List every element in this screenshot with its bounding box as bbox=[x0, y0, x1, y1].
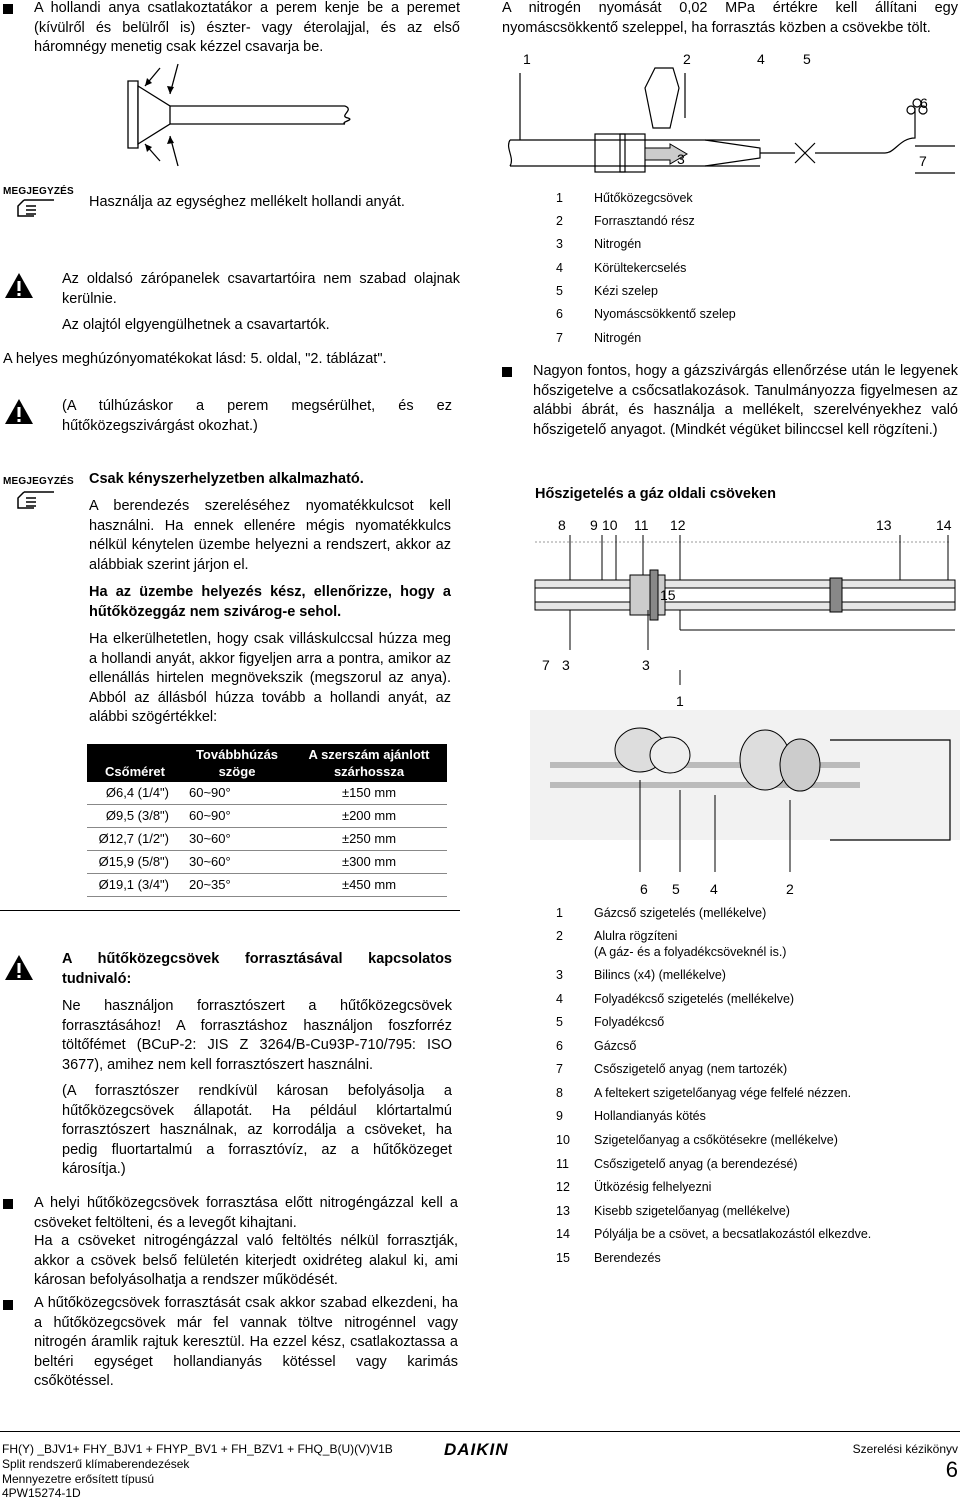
bullet2-paragraph: A hűtőközegcsövek forrasztását csak akkor szabad elkezdeni, ha a hűtőközegcsövek már fel vannak töltve nitrogénnel vagy nitrogén áramlik rajtuk keresztül. Ha ezzel kész, csatlakoztassa a beltéri egységet hollandianyás kötéssel vagy karimás csőkötéssel. bbox=[34, 1295, 458, 1389]
insulation-paragraph: Nagyon fontos, hogy a gázszivárgás ellenőrzése után le legyenek hőszigetelve a csőcsatlakozások. Tanulmányozza figyelmesen az alábbi ábrát, és használja a mellékelt, szerelvényekhez való hőszigetelő anyagot. (Mindkét végüket bilinccsel kell rögzíteni.) bbox=[533, 363, 958, 438]
table-cell: ±250 mm bbox=[291, 828, 447, 851]
table-cell: 20~35° bbox=[183, 874, 291, 897]
table-header: A szerszám ajánlott szárhossza bbox=[291, 744, 447, 782]
pointing-hand-icon bbox=[14, 488, 60, 512]
intro-paragraph: A hollandi anya csatlakoztatákor a perem kenje be a peremet (kívülről és belülről is) észter- vagy éterolajjal, és az első háromnégy menetig csak kézzel csavarja be. bbox=[34, 0, 460, 55]
diagram-label: 13 bbox=[876, 517, 892, 533]
nitrogen-diagram bbox=[505, 48, 955, 180]
brand-logo: DAIKIN bbox=[444, 1440, 509, 1459]
table-header: Továbbhúzás szöge bbox=[183, 744, 291, 782]
diagram-label: 7 bbox=[919, 153, 927, 169]
table-cell: ±150 mm bbox=[291, 782, 447, 805]
table-cell: ±450 mm bbox=[291, 874, 447, 897]
torque-reference: A helyes meghúzónyomatékokat lásd: 5. oldal, "2. táblázat". bbox=[3, 351, 387, 367]
table-header: Csőméret bbox=[87, 744, 183, 782]
bullet1-paragraph-b: Ha a csöveket nitrogéngázzal való feltöltés nélkül forrasztják, akkor a csövek belső felületén kiterjedt oxidréteg alakul ki, ami károsan befolyásolhatja a rendszer működését. bbox=[34, 1233, 458, 1288]
footer-system: Split rendszerű klímaberendezések bbox=[2, 1457, 190, 1471]
diagram-label: 12 bbox=[670, 517, 686, 533]
diagram-label: 4 bbox=[757, 51, 765, 67]
bullet-marker bbox=[3, 1300, 13, 1310]
diagram-label: 1 bbox=[523, 51, 531, 67]
diagram-label: 6 bbox=[920, 95, 928, 111]
diagram-label: 3 bbox=[562, 657, 570, 673]
brazing-paragraph-2: (A forrasztószer rendkívül károsan befolyásolja a hűtőközegcsövek állapotát. Ha például klórtartalmú forrasztószert használnak, az korrodálja a csöveket, ha pedig fluortartalmú a forrasztóvíz, az a hűtőközeget károsítja.) bbox=[62, 1083, 452, 1177]
warning-icon bbox=[4, 954, 34, 981]
bullet1-paragraph-a: A helyi hűtőközegcsövek forrasztása előtt nitrogéngázzal kell a csöveket feltölteni, és a levegőt kihajtani. bbox=[34, 1195, 458, 1231]
table-cell: 60~90° bbox=[183, 782, 291, 805]
footer-divider bbox=[0, 1431, 960, 1432]
flare-oil-diagram bbox=[100, 56, 370, 176]
bullet-marker bbox=[3, 4, 13, 14]
note2-heading: Csak kényszerhelyzetben alkalmazható. bbox=[89, 471, 364, 487]
table-cell: Ø19,1 (3/4") bbox=[87, 874, 183, 897]
diagram-label: 10 bbox=[602, 517, 618, 533]
diagram-label: 7 bbox=[542, 657, 550, 673]
table-cell: Ø12,7 (1/2") bbox=[87, 828, 183, 851]
note-label: MEGJEGYZÉS bbox=[3, 476, 74, 487]
note1-text: Használja az egységhez mellékelt hollandi anyát. bbox=[89, 194, 405, 210]
brazing-paragraph-1: Ne használjon forrasztószert a hűtőközegcsövek forrasztásához! A forrasztáshoz használjon foszforréz töltőfémet (BCuP-2: JIS Z 3264/B-Cu93P-710/795: ISO 3677), amihez nem kell forrasztószert használni. bbox=[62, 998, 452, 1073]
table-cell: 30~60° bbox=[183, 828, 291, 851]
brazing-heading: A hűtőközegcsövek forrasztásával kapcsolatos tudnivaló: bbox=[62, 951, 452, 987]
table-cell: Ø9,5 (3/8") bbox=[87, 805, 183, 828]
note-label: MEGJEGYZÉS bbox=[3, 186, 74, 197]
warning-icon bbox=[4, 272, 34, 299]
section-divider bbox=[0, 910, 460, 911]
table-cell: 60~90° bbox=[183, 805, 291, 828]
diagram-label: 5 bbox=[803, 51, 811, 67]
diagram-label: 14 bbox=[936, 517, 952, 533]
table-cell: 30~60° bbox=[183, 851, 291, 874]
nitrogen-paragraph: A nitrogén nyomását 0,02 MPa értékre kell állítani egy nyomáscsökkentő szeleppel, ha forrasztás közben a csövekbe tölt. bbox=[502, 0, 958, 36]
pointing-hand-icon bbox=[14, 196, 60, 220]
diagram-label: 4 bbox=[710, 881, 718, 897]
warning1-text-1: Az oldalsó zárópanelek csavartartóira nem szabad olajnak kerülnie. bbox=[62, 271, 460, 307]
table-cell: Ø15,9 (5/8") bbox=[87, 851, 183, 874]
diagram-label: 8 bbox=[558, 517, 566, 533]
note2-bold-paragraph: Ha az üzembe helyezés kész, ellenőrizze, hogy a hűtőközeggáz nem szivárog-e sehol. bbox=[89, 584, 451, 620]
angle-table bbox=[87, 744, 447, 897]
note2-paragraph-2: Ha elkerülhetetlen, hogy csak villáskulccsal húzza meg a hollandi anyát, akkor figyeljen arra a pontra, amikor az ellenállás hirtelen megnövekszik (megszorul az anya). Abból az állásból húzza tovább a hollandi anyát, az alábbi szögértékkel: bbox=[89, 631, 451, 725]
table-cell: ±200 mm bbox=[291, 805, 447, 828]
diagram-label: 2 bbox=[786, 881, 794, 897]
table-row bbox=[87, 851, 447, 874]
warning-icon bbox=[4, 398, 34, 425]
table-row bbox=[87, 828, 447, 851]
table-row bbox=[87, 782, 447, 805]
diagram-label: 3 bbox=[677, 151, 685, 167]
diagram-label: 1 bbox=[676, 693, 684, 709]
diagram-label: 9 bbox=[590, 517, 598, 533]
diagram-label: 6 bbox=[640, 881, 648, 897]
warning2-text: (A túlhúzáskor a perem megsérülhet, és ez hűtőközegszivárgást okozhat.) bbox=[62, 398, 452, 434]
page-number: 6 bbox=[945, 1457, 958, 1482]
note2-paragraph-1: A berendezés szereléséhez nyomatékkulcsot kell használni. Ha ennek ellenére mégis nyomatékkulcs nélkül kénytelen üzembe helyezni a rendszert, akkor az alábbiak szerint járjon el. bbox=[89, 498, 451, 573]
diagram-label: 2 bbox=[683, 51, 691, 67]
bullet-marker bbox=[502, 367, 512, 377]
bullet-marker bbox=[3, 1199, 13, 1209]
diagram2-title: Hőszigetelés a gáz oldali csöveken bbox=[535, 486, 776, 502]
footer-type: Mennyezetre erősített típusú bbox=[2, 1472, 155, 1486]
diagram-label: 11 bbox=[634, 517, 649, 533]
footer-manual-title: Szerelési kézikönyv bbox=[852, 1442, 958, 1456]
diagram-label: 3 bbox=[642, 657, 650, 673]
table-cell: ±300 mm bbox=[291, 851, 447, 874]
table-row bbox=[87, 805, 447, 828]
insulation-diagram bbox=[530, 510, 960, 900]
table-row bbox=[87, 874, 447, 897]
diagram-label: 15 bbox=[660, 587, 676, 603]
footer-model: FH(Y) _BJV1+ FHY_BJV1 + FHYP_BV1 + FH_BZV1 + FHQ_B(U)(V)V1B bbox=[2, 1442, 393, 1456]
table-cell: Ø6,4 (1/4") bbox=[87, 782, 183, 805]
diagram-label: 5 bbox=[672, 881, 680, 897]
warning1-text-2: Az olajtól elgyengülhetnek a csavartartók. bbox=[62, 317, 330, 333]
footer-docnumber: 4PW15274-1D bbox=[2, 1486, 81, 1500]
